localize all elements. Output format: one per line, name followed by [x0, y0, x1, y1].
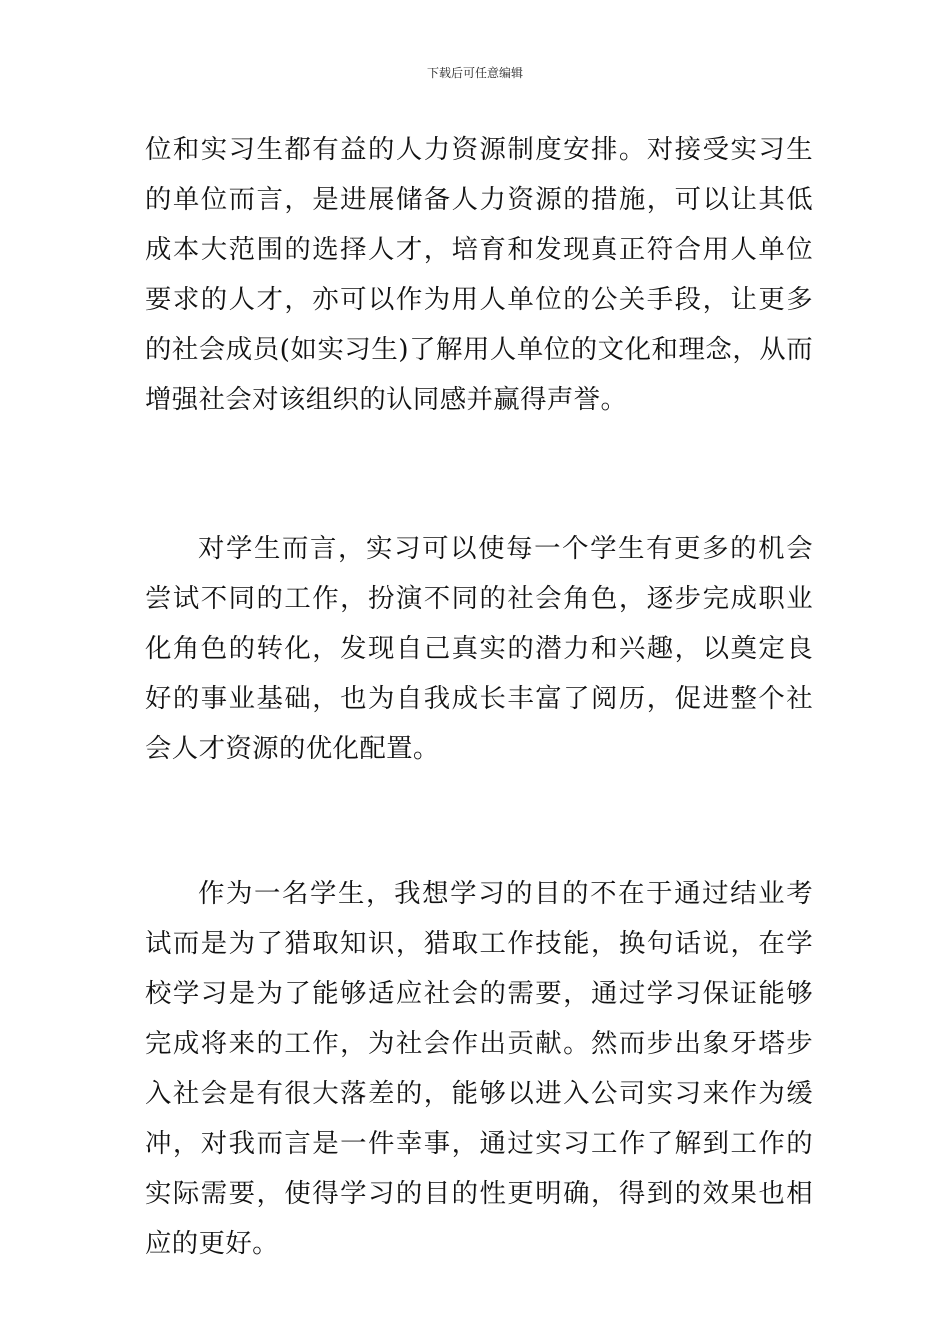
page-header: 下载后可任意编辑	[426, 66, 523, 80]
paragraph-learning-purpose: 作为一名学生，我想学习的目的不在于通过结业考试而是为了猎取知识，猎取工作技能，换句话说，在学校学习是为了能够适应社会的需要，通过学习保证能够完成将来的工作，为社会作出贡献。然而步出象牙塔步入社会是有很大落差的，能够以进入公司实习来作为缓冲，对我而言是一件幸事，通过实习工作了解到工作的实际需要，使得学习的目的性更明确，得到的效果也相应的更好。	[145, 878, 813, 1259]
paragraph-student-perspective: 对学生而言，实习可以使每一个学生有更多的机会尝试不同的工作，扮演不同的社会角色，逐步完成职业化角色的转化，发现自己真实的潜力和兴趣，以奠定良好的事业基础，也为自我成长丰富了阅历，促进整个社会人才资源的优化配置。	[145, 533, 813, 764]
paragraph-continuation: 位和实习生都有益的人力资源制度安排。对接受实习生的单位而言，是进展储备人力资源的措施，可以让其低成本大范围的选择人才，培育和发现真正符合用人单位要求的人才，亦可以作为用人单位的公关手段，让更多的社会成员(如实习生)了解用人单位的文化和理念，从而增强社会对该组织的认同感并赢得声誉。	[145, 134, 813, 415]
